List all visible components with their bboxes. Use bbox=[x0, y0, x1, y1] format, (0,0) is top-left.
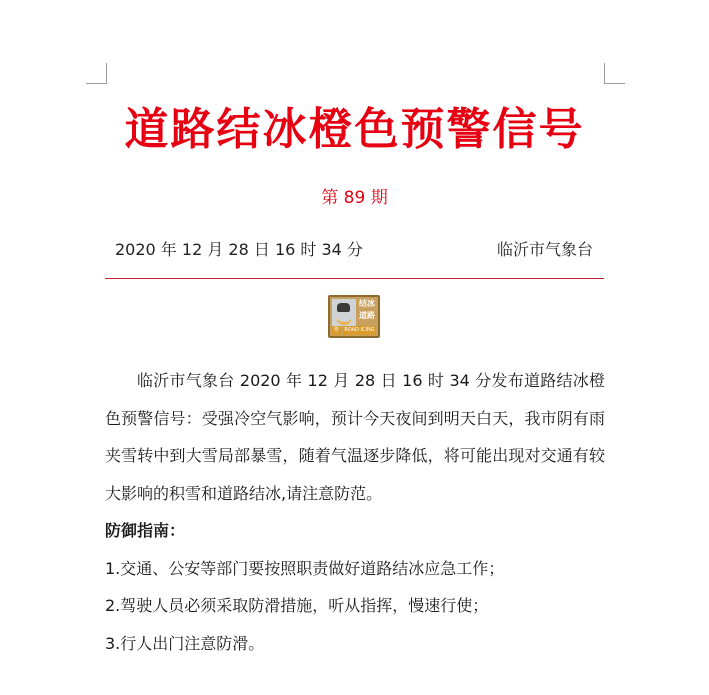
road-icing-orange-warning-icon bbox=[328, 295, 380, 338]
badge-strip bbox=[332, 326, 376, 335]
guide-item: 2.驾驶人员必须采取防滑措施，听从指挥，慢速行使； bbox=[105, 596, 489, 615]
car-skidding-icon bbox=[332, 299, 356, 326]
page-margin-corner-top-right bbox=[604, 63, 625, 84]
issue-number: 第 89 期 bbox=[321, 188, 388, 208]
warning-paragraph: 临沂市气象台 2020 年 12 月 28 日 16 时 34 分发布道路结冰橙色预警信号：受强冷空气影响，预计今天夜间到明天白天，我市阴有雨夹雪转中到大雪局部暴雪，随着气温逐步降低，将可能出现对交通有较大影响的积雪和道路结冰,请注意防范。 bbox=[105, 371, 605, 503]
issuer-name: 临沂市气象台 bbox=[496, 240, 593, 259]
meta-row bbox=[115, 238, 593, 262]
badge-label-en: ROAD ICING bbox=[344, 327, 375, 333]
ice-wave-icon bbox=[336, 315, 352, 325]
red-divider bbox=[105, 278, 604, 279]
guide-item: 3.行人出门注意防滑。 bbox=[105, 633, 265, 653]
document-body bbox=[105, 362, 605, 662]
guide-item: 1.交通、公安等部门要按照职责做好道路结冰应急工作； bbox=[105, 558, 505, 578]
guide-heading: 防御指南： bbox=[105, 521, 186, 540]
badge-code: 橙 bbox=[333, 327, 339, 333]
car-icon bbox=[337, 303, 350, 312]
issue-datetime: 2020 年 12 月 28 日 16 时 34 分 bbox=[115, 240, 363, 259]
document-title: 道路结冰橙色预警信号 bbox=[124, 104, 585, 155]
page-margin-corner-top-left bbox=[86, 63, 107, 84]
badge-label-cn: 结冰道路 bbox=[359, 299, 375, 320]
